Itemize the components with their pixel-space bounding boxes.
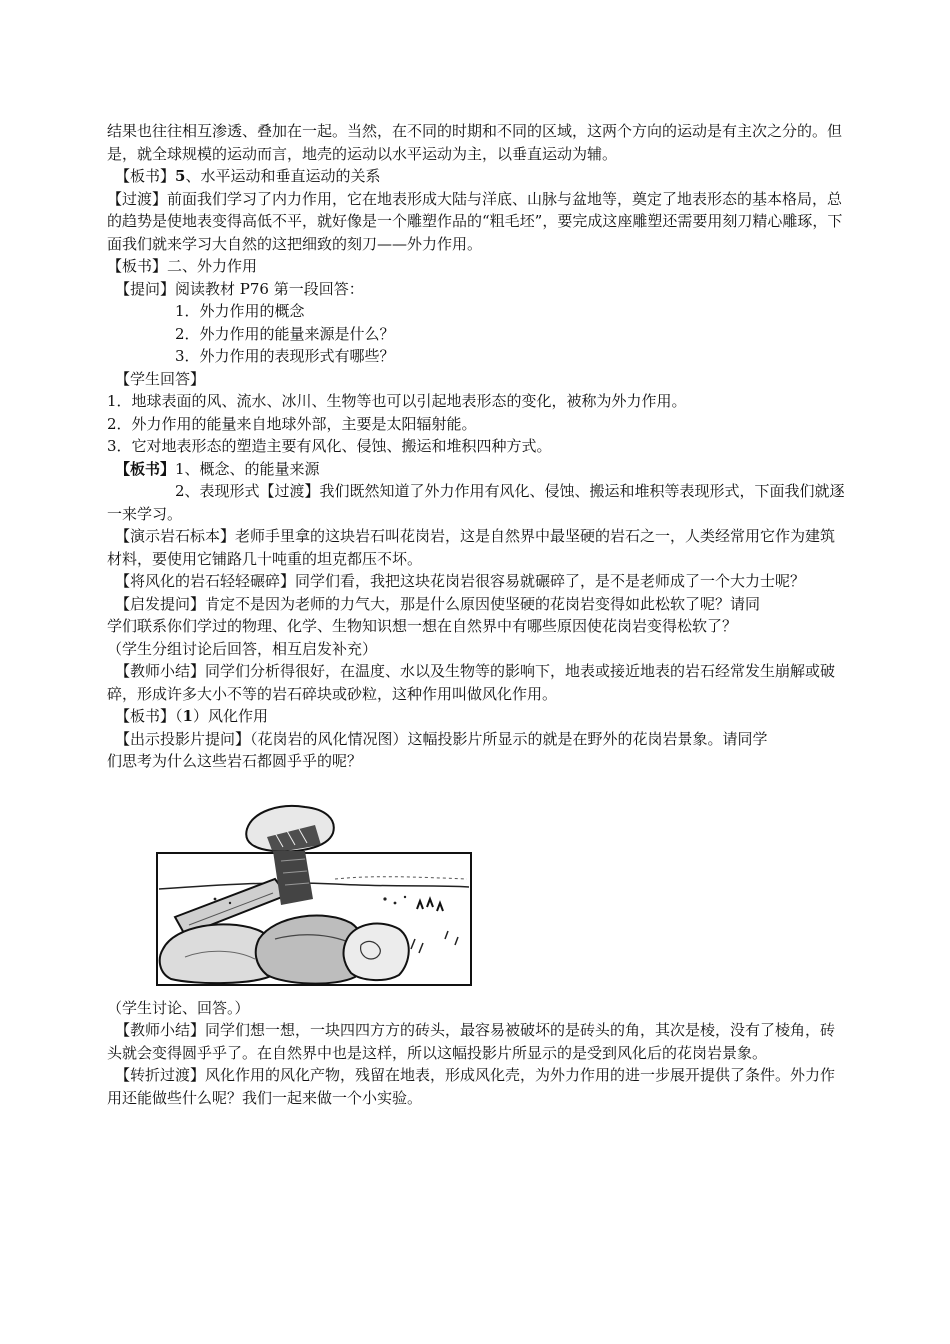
question-item: 1．外力作用的概念 (175, 302, 305, 320)
paragraph: 【教师小结】同学们分析得很好，在温度、水以及生物等的影响下，地表或接近地表的岩石经常发生崩解或破碎，形成许多大小不等的岩石碎块或砂粒，这种作用叫做风化作用。 (107, 662, 836, 703)
question-item: 3．外力作用的表现形式有哪些？ (175, 347, 395, 365)
granite-icon (155, 789, 475, 989)
question-prompt: 【提问】阅读教材 P76 第一段回答： (115, 279, 364, 298)
paragraph: 【演示岩石标本】老师手里拿的这块岩石叫花岗岩，这是自然界中最坚硬的岩石之一，人类经常用它作为建筑材料，要使用它铺路几十吨重的坦克都压不坏。 (107, 527, 836, 568)
paragraph: 们思考为什么这些岩石都圆乎乎的呢？ (107, 752, 363, 770)
document-body (107, 120, 847, 1109)
paragraph: 【将风化的岩石轻轻碾碎】同学们看，我把这块花岗岩很容易就碾碎了，是不是老师成了一个大力士呢？ (115, 572, 806, 590)
board-heading: 【板书】二、外力作用 (107, 257, 258, 275)
answer-item: 2．外力作用的能量来自地球外部，主要是太阳辐射能。 (107, 414, 477, 433)
board-heading: 【板书】1、概念、的能量来源 (115, 459, 320, 478)
question-item: 2．外力作用的能量来源是什么？ (175, 324, 395, 343)
paragraph: 2、表现形式【过渡】我们既然知道了外力作用有风化、侵蚀、搬运和堆积等表现形式，下面我们就逐一来学习。 (107, 482, 845, 523)
paragraph: （学生分组讨论后回答，相互启发补充） (107, 639, 378, 658)
paragraph: （学生讨论、回答。） (107, 998, 250, 1017)
paragraph: 【转折过渡】风化作用的风化产物，残留在地表，形成风化壳，为外力作用的进一步展开提供了条件。外力作用还能做些什么呢？我们一起来做一个小实验。 (107, 1066, 836, 1107)
paragraph: 结果也往往相互渗透、叠加在一起。当然，在不同的时期和不同的区域，这两个方向的运动是有主次之分的。但是，就全球规模的运动而言，地壳的运动以水平运动为主，以垂直运动为辅。 (107, 122, 843, 163)
answer-item: 3．它对地表形态的塑造主要有风化、侵蚀、搬运和堆积四种方式。 (107, 437, 552, 455)
answer-item: 1．地球表面的风、流水、冰川、生物等也可以引起地表形态的变化，被称为外力作用。 (107, 392, 687, 410)
paragraph: 【启发提问】肯定不是因为老师的力气大，那是什么原因使坚硬的花岗岩变得如此松软了呢？请同 (115, 594, 761, 613)
paragraph: 【出示投影片提问】（花岗岩的风化情况图）这幅投影片所显示的就是在野外的花岗岩景象。请同学 (115, 729, 768, 748)
paragraph: 【过渡】前面我们学习了内力作用，它在地表形成大陆与洋底、山脉与盆地等，奠定了地表形态的基本格局，总的趋势是使地表变得高低不平，就好像是一个雕塑作品的“粗毛坯”，要完成这座雕塑还需要用刻刀精心雕琢，下面我们就来学习大自然的这把细致的刻刀——外力作用。 (107, 189, 843, 253)
board-heading-5: 【板书】5、水平运动和垂直运动的关系 (115, 167, 381, 185)
weathered-granite-illustration (155, 789, 475, 989)
paragraph: 【教师小结】同学们想一想，一块四四方方的砖头，最容易被破坏的是砖头的角，其次是棱，没有了棱角，砖头就会变得圆乎乎了。在自然界中也是这样，所以这幅投影片所显示的是受到风化后的花岗岩景象。 (107, 1021, 836, 1062)
paragraph: 学们联系你们学过的物理、化学、生物知识想一想在自然界中有哪些原因使花岗岩变得松软了？ (107, 617, 738, 635)
student-answer-heading: 【学生回答】 (115, 369, 206, 388)
board-heading-1: 【板书】（1）风化作用 (115, 707, 268, 725)
